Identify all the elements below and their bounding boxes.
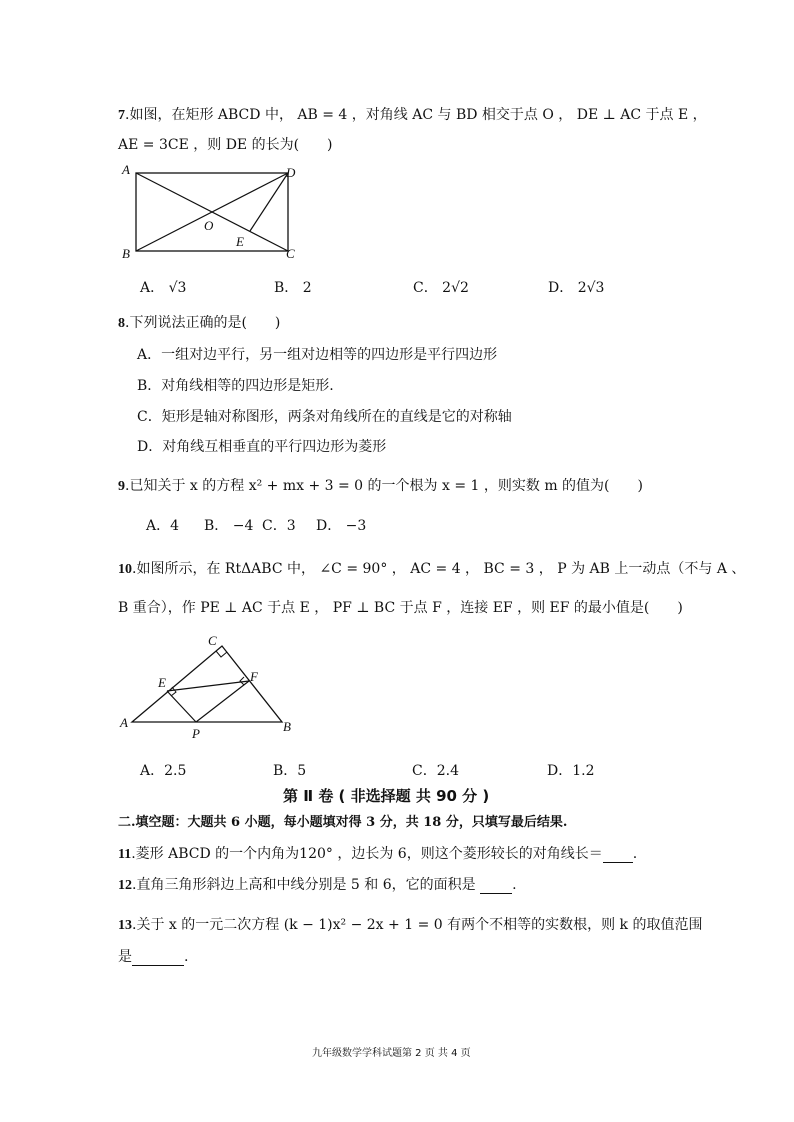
label-a: A	[122, 162, 130, 177]
question-12-number: 12	[118, 878, 132, 893]
option-label: B．	[274, 280, 299, 296]
q9-option-a: A．4	[146, 518, 180, 534]
label-e: E	[236, 234, 244, 249]
question-10-line1	[118, 558, 745, 578]
question-10-line2	[118, 597, 683, 617]
question-13-text-1: .关于 x 的一元二次方程 (k − 1)x² − 2x + 1 = 0 有两个不相等的实数根，则 k 的取值范围	[132, 917, 703, 933]
question-11	[118, 843, 637, 863]
option-value: 1.2	[572, 763, 595, 779]
triangle-figure	[116, 630, 306, 742]
option-label: D．	[548, 280, 574, 296]
label-c: C	[208, 633, 217, 648]
segment-pf	[196, 681, 249, 722]
label-b: B	[122, 246, 130, 261]
right-angle-f	[240, 677, 244, 685]
label-p: P	[192, 726, 200, 741]
question-13-number: 13	[118, 918, 132, 933]
question-7-line1	[118, 104, 707, 124]
question-8-stem	[118, 312, 280, 332]
label-o: O	[204, 218, 214, 233]
q7-option-b	[274, 277, 312, 297]
question-9-stem	[118, 475, 643, 495]
q7-option-c	[413, 277, 469, 297]
label-c: C	[286, 246, 295, 261]
question-12	[118, 874, 517, 894]
question-13-text-2: 是	[118, 949, 132, 965]
question-9-text: .已知关于 x 的方程 x² + mx + 3 = 0 的一个根为 x = 1 ，则实数 m 的值为( )	[125, 478, 643, 494]
question-8-number: 8	[118, 316, 125, 331]
q10-option-c	[412, 760, 459, 780]
question-9-number: 9	[118, 479, 125, 494]
answer-blank[interactable]	[132, 949, 184, 966]
q9-option-c: C．3	[262, 518, 296, 534]
option-value: 2.5	[164, 763, 187, 779]
label-f: F	[250, 669, 258, 684]
right-angle-c	[216, 651, 227, 657]
option-value: √3	[168, 280, 187, 296]
question-13-line2	[118, 946, 188, 966]
question-11-number: 11	[118, 847, 132, 862]
q8-option-d: D．对角线互相垂直的平行四边形为菱形	[137, 439, 387, 455]
question-13-tail: .	[184, 949, 189, 965]
answer-blank[interactable]	[480, 877, 512, 894]
q10-option-a	[140, 760, 186, 780]
option-label: B．	[273, 763, 298, 779]
section-2-instruction: 二.填空题：大题共 6 小题，每小题填对得 3 分，共 18 分，只填写最后结果.	[118, 815, 568, 830]
q7-option-d	[548, 277, 604, 297]
label-d: D	[286, 165, 296, 180]
question-10-text-2: B 重合），作 PE ⊥ AC 于点 E ， PF ⊥ BC 于点 F ，连接 EF ，则 EF 的最小值是( )	[118, 600, 683, 616]
rectangle-figure	[118, 160, 308, 262]
triangle-abc	[132, 646, 282, 722]
question-10-number: 10	[118, 562, 132, 577]
option-label: D．	[547, 763, 573, 779]
option-label: A．	[140, 280, 165, 296]
option-value: 2√3	[577, 280, 605, 296]
q7-option-a	[140, 277, 186, 297]
question-10-text-1: .如图所示，在 RtΔABC 中， ∠C = 90° ， AC = 4 ， BC = 3 ， P 为 AB 上一动点（不与 A 、	[132, 561, 746, 577]
page-footer: 九年级数学学科试题第 2 页 共 4 页	[312, 1048, 471, 1059]
question-7-line2	[118, 134, 333, 154]
question-12-tail: .	[512, 877, 517, 893]
q10-option-d	[547, 760, 595, 780]
option-label: C．	[412, 763, 437, 779]
option-value: 5	[297, 763, 307, 779]
question-7-text-2: AE = 3CE ，则 DE 的长为( )	[118, 137, 333, 153]
q8-option-a: A．一组对边平行，另一组对边相等的四边形是平行四边形	[137, 347, 498, 363]
label-e: E	[158, 675, 166, 690]
answer-blank[interactable]	[603, 846, 633, 863]
segment-de	[250, 173, 288, 231]
label-a: A	[120, 715, 128, 730]
q8-option-c: C．矩形是轴对称图形，两条对角线所在的直线是它的对称轴	[137, 409, 512, 425]
q10-option-b	[273, 760, 306, 780]
question-12-text: .直角三角形斜边上高和中线分别是 5 和 6，它的面积是	[132, 877, 476, 893]
option-value: 2√2	[442, 280, 469, 296]
q8-option-b: B．对角线相等的四边形是矩形.	[137, 378, 334, 394]
option-label: A．	[140, 763, 165, 779]
label-b: B	[283, 719, 291, 734]
q9-option-d: D． −3	[316, 518, 367, 534]
question-11-text: .菱形 ABCD 的一个内角为120° ，边长为 6，则这个菱形较长的对角线长＝	[131, 846, 603, 862]
option-value: 2.4	[436, 763, 459, 779]
question-8-text: .下列说法正确的是( )	[125, 315, 281, 331]
question-11-tail: .	[632, 846, 638, 862]
question-7-number: 7	[118, 108, 125, 123]
question-13-line1	[118, 914, 703, 934]
option-label: C．	[413, 280, 438, 296]
option-value: 2	[302, 280, 312, 296]
question-7-text-1: .如图，在矩形 ABCD 中， AB = 4 ，对角线 AC 与 BD 相交于点 O ， DE ⊥ AC 于点 E ，	[125, 107, 707, 123]
q9-option-b: B． −4	[204, 518, 254, 534]
section-2-title: 第 Ⅱ 卷 ( 非选择题 共 90 分 )	[283, 787, 490, 805]
